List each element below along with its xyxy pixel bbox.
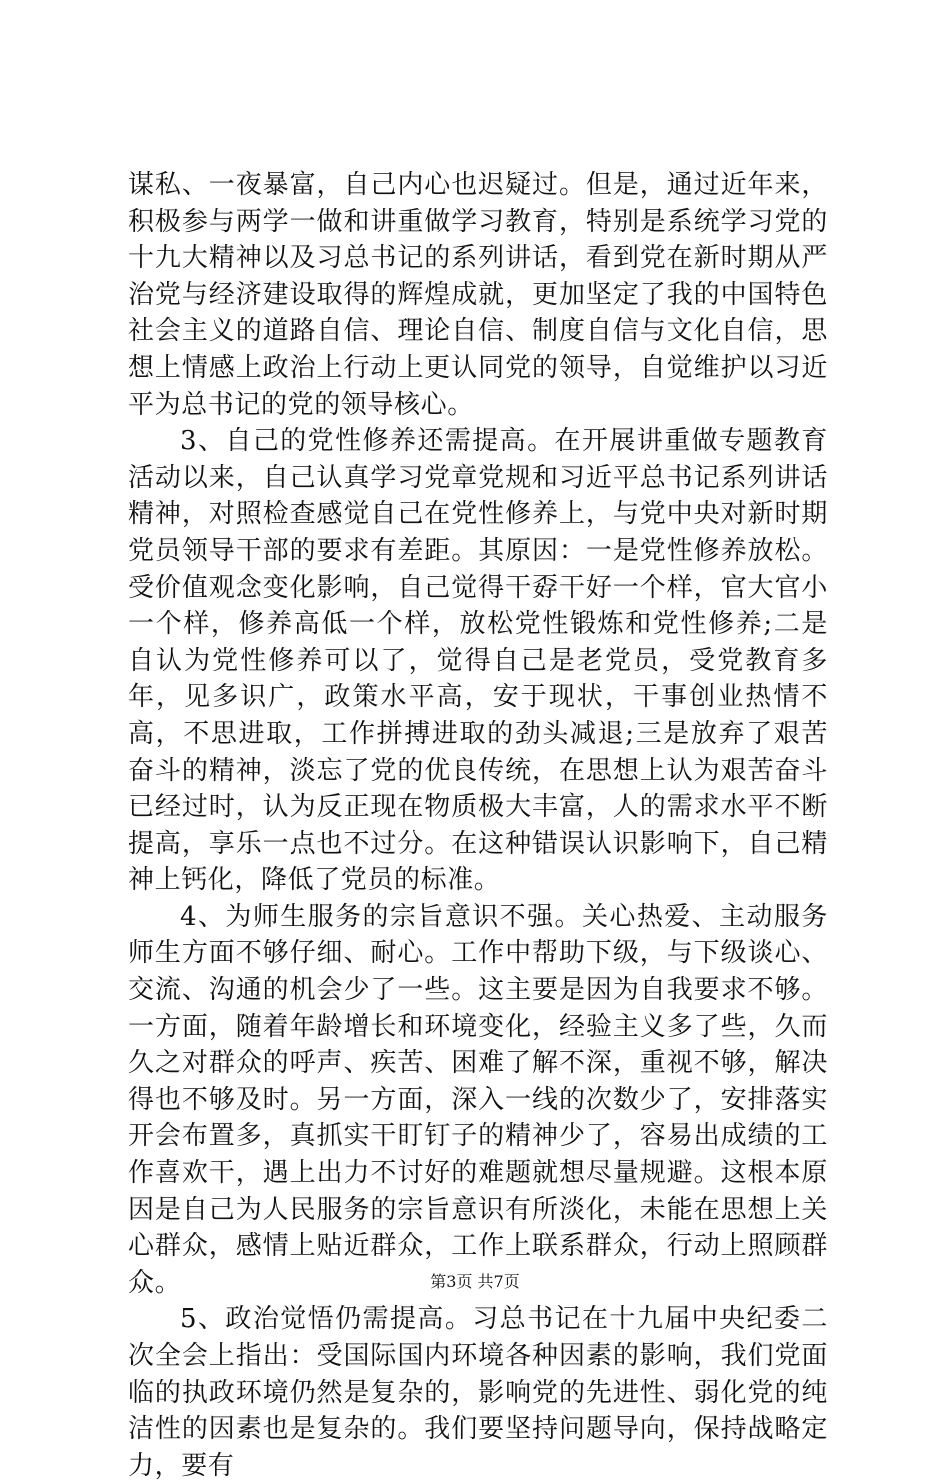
paragraph-4-service-awareness: 4、为师生服务的宗旨意识不强。关心热爱、主动服务师生方面不够仔细、耐心。工作中帮助下级，与下级谈心、交流、沟通的机会少了一些。这主要是因为自我要求不够。一方面，随着年龄增长和环境变化，经验主义多了些，久而久之对群众的呼声、疾苦、困难了解不深，重视不够，解决得也不够及时。另一方面，深入一线的次数少了，安排落实开会布置多，真抓实干盯钉子的精神少了，容易出成绩的工作喜欢干，遇上出力不讨好的难题就想尽量规避。这根本原因是自己为人民服务的宗旨意识有所淡化，未能在思想上关心群众，感情上贴近群众，工作上联系群众，行动上照顾群众。 <box>128 901 828 1298</box>
page-footer: 第3页 共7页 <box>430 1272 520 1291</box>
paragraph-continuation: 谋私、一夜暴富，自己内心也迟疑过。但是，通过近年来，积极参与两学一做和讲重做学习教育，特别是系统学习党的十九大精神以及习总书记的系列讲话，看到党在新时期从严治党与经济建设取得的辉煌成就，更加坚定了我的中国特色社会主义的道路自信、理论自信、制度自信与文化自信，思想上情感上政治上行动上更认同党的领导，自觉维护以习近平为总书记的党的领导核心。 <box>128 170 828 420</box>
paragraph-3-party-spirit: 3、自己的党性修养还需提高。在开展讲重做专题教育活动以来，自己认真学习党章党规和习近平总书记系列讲话精神，对照检查感觉自己在党性修养上，与党中央对新时期党员领导干部的要求有差距。其原因：一是党性修养放松。受价值观念变化影响，自己觉得干孬干好一个样，官大官小一个样，修养高低一个样，放松党性锻炼和党性修养;二是自认为党性修养可以了，觉得自己是老党员，受党教育多年，见多识广，政策水平高，安于现状，干事创业热情不高，不思进取，工作拼搏进取的劲头减退;三是放弃了艰苦奋斗的精神，淡忘了党的优良传统，在思想上认为艰苦奋斗已经过时，认为反正现在物质极大丰富，人的需求水平不断提高，享乐一点也不过分。在这种错误认识影响下，自己精神上钙化，降低了党员的标准。 <box>128 426 828 896</box>
paragraph-5-political-awareness: 5、政治觉悟仍需提高。习总书记在十九届中央纪委二次全会上指出：受国际国内环境各种因素的影响，我们党面临的执政环境仍然是复杂的，影响党的先进性、弱化党的纯洁性的因素也是复杂的。我们要坚持问题导向，保持战略定力，要有 <box>128 1304 828 1481</box>
